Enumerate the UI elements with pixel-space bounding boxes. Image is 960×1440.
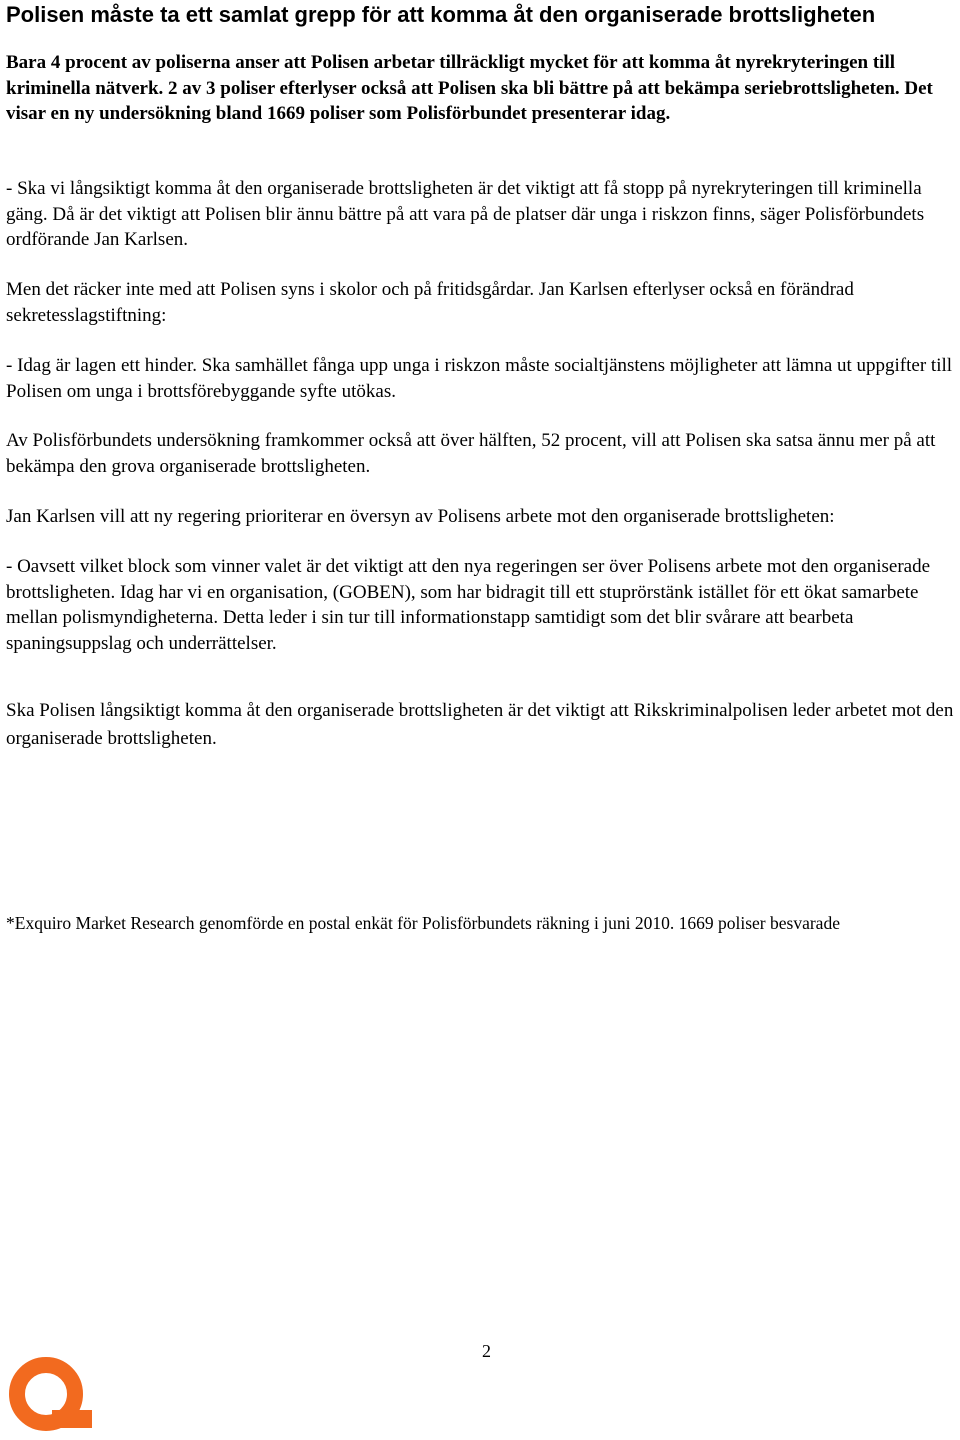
paragraph-schools: Men det räcker inte med att Polisen syns i skolor och på fritidsgårdar. Jan Karlsen efterlyser också en förändrad sekretesslagstiftning: [6,279,854,326]
paragraph-goben: - Oavsett vilket block som vinner valet är det viktigt att den nya regeringen ser över Polisens arbete mot den organiserade brottsligheten. Idag har vi en organisation, (GOBEN), som har bidragit till ett stuprörstänk istället för ett ökat samarbete mellan polismyndigheterna. Detta leder i sin tur till informationstapp samtidigt som det blir svårare att bearbeta spaningsuppslag och underrättelser. [6,556,931,654]
paragraph-law: - Idag är lagen ett hinder. Ska samhället fånga upp unga i riskzon måste socialtjänstens möjligheter att lämna ut uppgifter till Polisen om unga i brottsförebyggande syfte utökas. [6,355,953,402]
paragraph-new-government: Jan Karlsen vill att ny regering prioriterar en översyn av Polisens arbete mot den organiserade brottsligheten: [6,506,835,527]
paragraph-quote-karlsen: - Ska vi långsiktigt komma åt den organiserade brottsligheten är det viktigt att få stopp på nyrekryteringen till kriminella gäng. Då är det viktigt att Polisen blir ännu bättre på att vara på de platser där unga i riskzon finns, säger Polisförbundets ordförande Jan Karlsen. [6,178,925,250]
page-number: 2 [482,1341,491,1361]
paragraph-survey-result: Av Polisförbundets undersökning framkommer också att över hälften, 52 procent, vill att Polisen ska satsa ännu mer på att bekämpa den grova organiserade brottsligheten. [6,430,936,477]
lead-paragraph: Bara 4 procent av poliserna anser att Polisen arbetar tillräckligt mycket för att komma åt nyrekryteringen till kriminella nätverk. 2 av 3 poliser efterlyser också att Polisen ska bli bättre på att bekämpa seriebrottsligheten. Det visar en ny undersökning bland 1669 poliser som Polisförbundet presenterar idag. [6,52,933,124]
page-title: Polisen måste ta ett samlat grepp för att komma åt den organiserade brottsligheten [6,2,876,27]
paragraph-rikskriminalpolisen: Ska Polisen långsiktigt komma åt den organiserade brottsligheten är det viktigt att Rikskriminalpolisen leder arbetet mot den organiserade brottsligheten. [6,700,954,749]
q-logo-icon [8,1356,94,1434]
footnote: *Exquiro Market Research genomförde en postal enkät för Polisförbundets räkning i juni 2010. 1669 poliser besvarade [6,913,840,933]
